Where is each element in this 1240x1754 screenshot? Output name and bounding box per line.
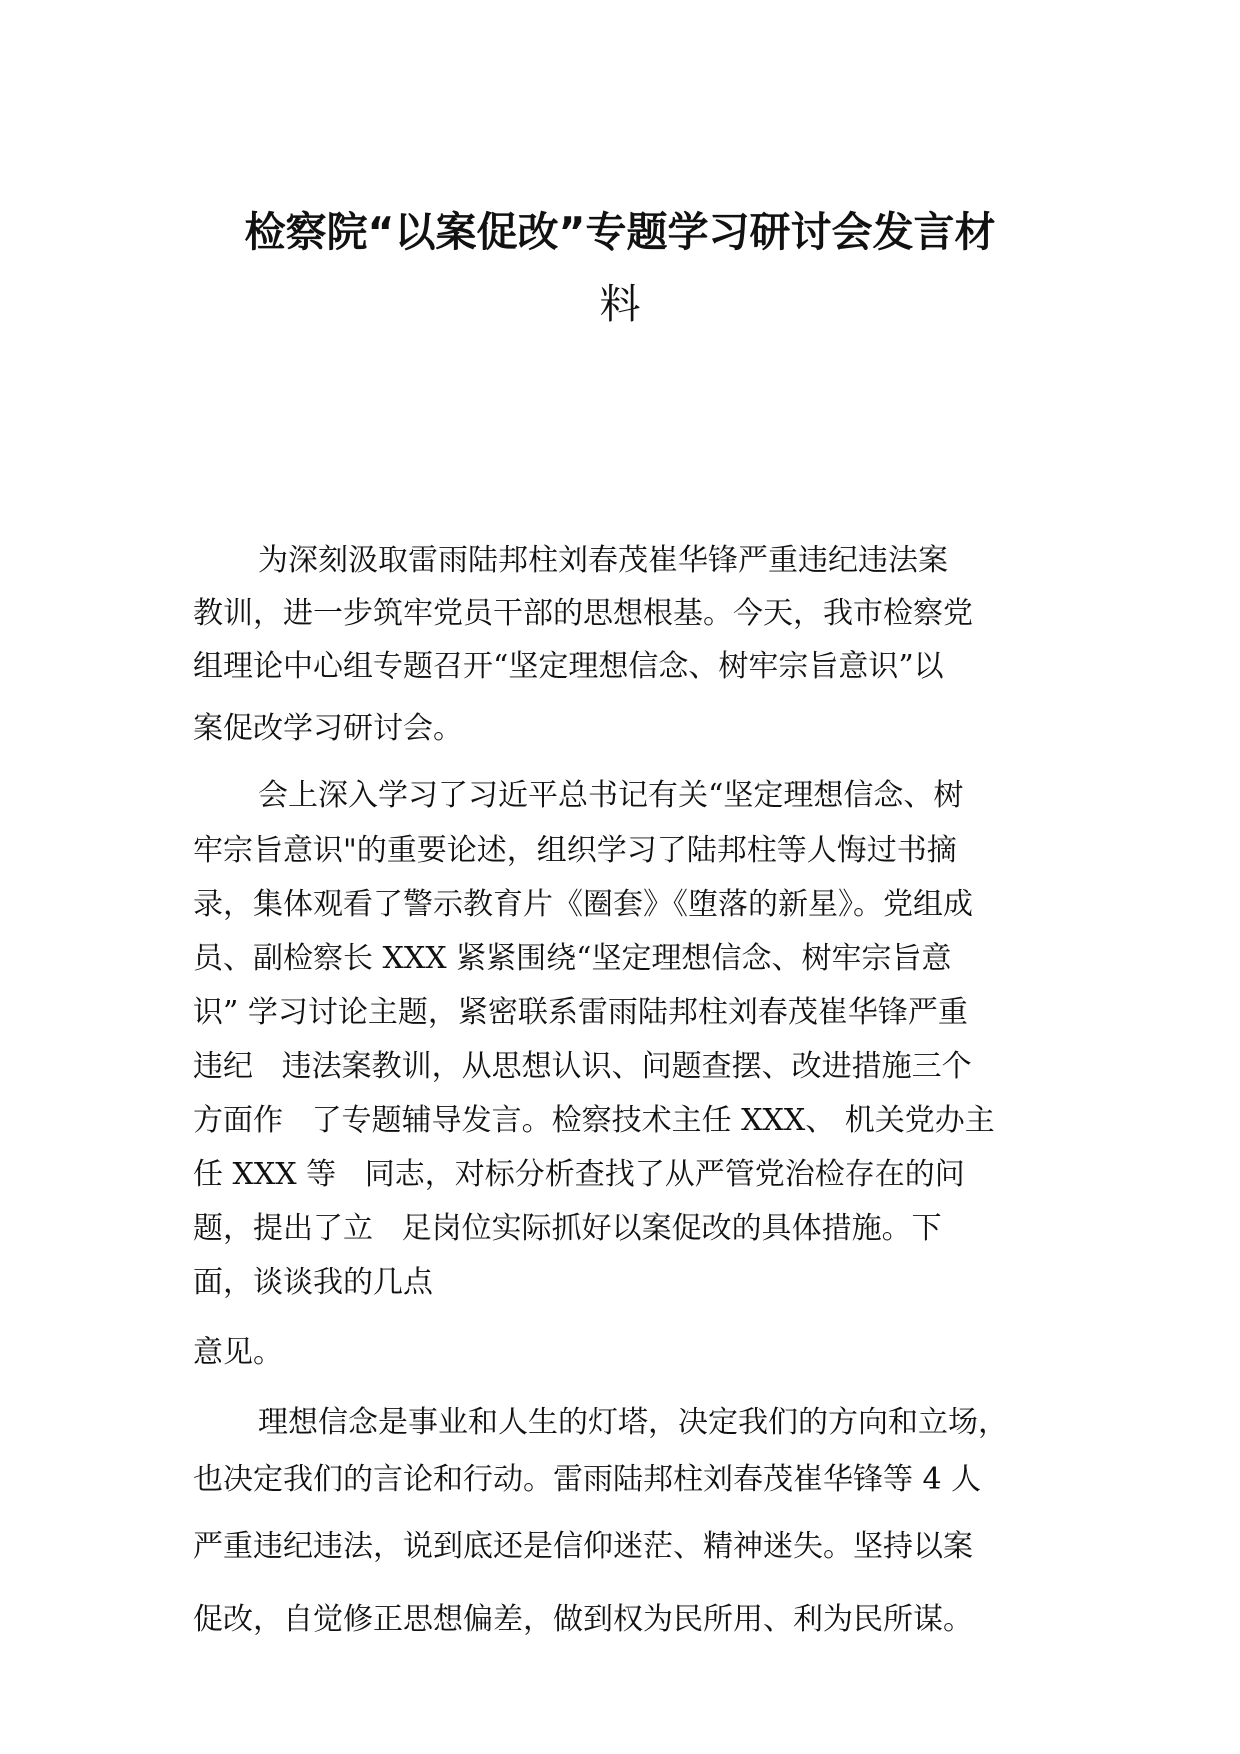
paragraph-line: 为深刻汲取雷雨陆邦柱刘春茂崔华锋严重违纪违法案 [258, 543, 948, 578]
paragraph-line: 案促改学习研讨会。 [193, 711, 463, 746]
paragraph-line: 组理论中心组专题召开“坚定理想信念、树牢宗旨意识”以 [193, 649, 944, 684]
document-title: 检察院“以案促改”专题学习研讨会发言材 [244, 208, 996, 256]
paragraph-line: 识” 学习讨论主题，紧密联系雷雨陆邦柱刘春茂崔华锋严重 [193, 995, 968, 1030]
paragraph-line: 违纪 违法案教训，从思想认识、问题查摆、改进措施三个 [193, 1049, 972, 1084]
paragraph-line: 任 XXX 等 同志，对标分析查找了从严管党治检存在的问 [193, 1157, 965, 1192]
paragraph-line: 理想信念是事业和人生的灯塔，决定我们的方向和立场， [258, 1405, 1008, 1440]
paragraph-line: 录，集体观看了警示教育片《圈套》《堕落的新星》。党组成 [193, 887, 973, 922]
paragraph-line: 方面作 了专题辅导发言。检察技术主任 XXX、 机关党办主 [193, 1103, 995, 1138]
paragraph-line: 面，谈谈我的几点 [193, 1265, 433, 1300]
paragraph-line: 教训，进一步筑牢党员干部的思想根基。今天，我市检察党 [193, 596, 973, 631]
paragraph-line: 员、副检察长 XXX 紧紧围绕“坚定理想信念、树牢宗旨意 [193, 941, 952, 976]
paragraph-line: 题，提出了立 足岗位实际抓好以案促改的具体措施。下 [193, 1211, 942, 1246]
paragraph-line: 意见。 [193, 1335, 283, 1370]
paragraph-line: 也决定我们的言论和行动。雷雨陆邦柱刘春茂崔华锋等 4 人 [193, 1462, 982, 1497]
document-title-continued: 料 [599, 280, 641, 328]
paragraph-line: 严重违纪违法，说到底还是信仰迷茫、精神迷失。坚持以案 [193, 1529, 973, 1564]
paragraph-line: 促改，自觉修正思想偏差，做到权为民所用、利为民所谋。 [193, 1602, 973, 1637]
paragraph-line: 牢宗旨意识"的重要论述，组织学习了陆邦柱等人悔过书摘 [193, 833, 957, 868]
paragraph-line: 会上深入学习了习近平总书记有关“坚定理想信念、树 [258, 778, 964, 813]
